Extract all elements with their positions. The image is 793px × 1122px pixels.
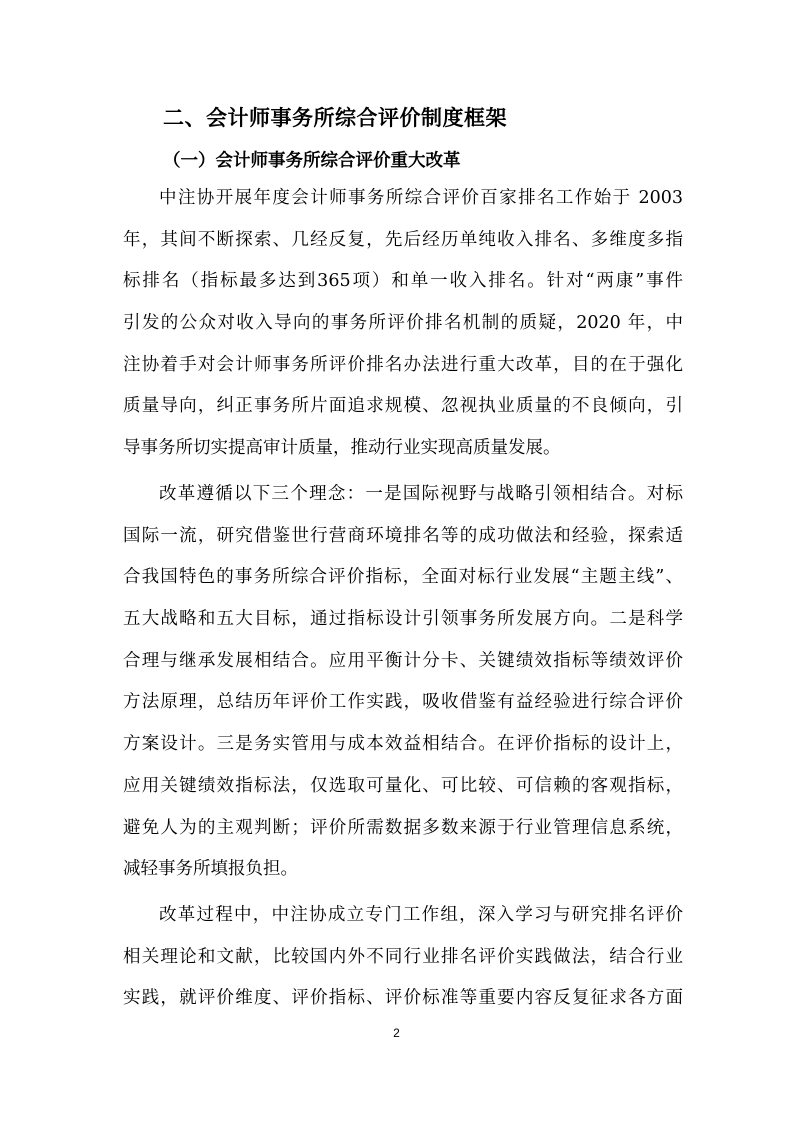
- paragraph-line: 合理与继承发展相结合。应用平衡计分卡、关键绩效指标等绩效评价: [123, 650, 683, 671]
- paragraph-line: 改革遵循以下三个理念：一是国际视野与战略引领相结合。对标: [159, 484, 683, 504]
- paragraph-line: 改革过程中，中注协成立专门工作组，深入学习与研究排名评价: [159, 905, 683, 925]
- paragraph-line: 方案设计。三是务实管用与成本效益相结合。在评价指标的设计上，: [123, 734, 683, 755]
- paragraph-line: 注协着手对会计师事务所评价排名办法进行重大改革，目的在于强化: [123, 354, 683, 375]
- paragraph-line: 质量导向，纠正事务所片面追求规模、忽视执业质量的不良倾向，引: [123, 396, 683, 417]
- paragraph-line: 年，其间不断探索、几经反复，先后经历单纯收入排名、多维度多指: [123, 229, 683, 250]
- page-number: 2: [393, 1026, 400, 1040]
- paragraph-line: 中注协开展年度会计师事务所综合评价百家排名工作始于 2003: [159, 188, 683, 208]
- paragraph-line: 应用关键绩效指标法，仅选取可量化、可比较、可信赖的客观指标，: [123, 775, 683, 796]
- paragraph-line: 减轻事务所填报负担。: [123, 859, 298, 880]
- paragraph-line: 国际一流，研究借鉴世行营商环境排名等的成功做法和经验，探索适: [123, 525, 683, 546]
- paragraph-line: 五大战略和五大目标，通过指标设计引领事务所发展方向。二是科学: [123, 609, 683, 630]
- paragraph-line: 标排名（指标最多达到365项）和单一收入排名。针对“两康”事件: [123, 271, 683, 292]
- section-heading: 二、会计师事务所综合评价制度框架: [163, 106, 507, 130]
- subsection-heading: （一）会计师事务所综合评价重大改革: [163, 151, 461, 171]
- paragraph-2: [123, 474, 683, 891]
- paragraph-line: 方法原理，总结历年评价工作实践，吸收借鉴有益经验进行综合评价: [123, 692, 683, 713]
- paragraph-3: [123, 895, 683, 1020]
- paragraph-line: 实践，就评价维度、评价指标、评价标准等重要内容反复征求各方面: [123, 988, 683, 1009]
- paragraph-line: 导事务所切实提高审计质量，推动行业实现高质量发展。: [123, 438, 561, 459]
- paragraph-line: 引发的公众对收入导向的事务所评价排名机制的质疑，2020 年，中: [123, 313, 683, 334]
- paragraph-line: 合我国特色的事务所综合评价指标，全面对标行业发展“主题主线”、: [123, 567, 683, 588]
- paragraph-line: 相关理论和文献，比较国内外不同行业排名评价实践做法，结合行业: [123, 946, 683, 967]
- paragraph-1: [123, 178, 683, 470]
- paragraph-line: 避免人为的主观判断；评价所需数据多数来源于行业管理信息系统，: [123, 817, 683, 838]
